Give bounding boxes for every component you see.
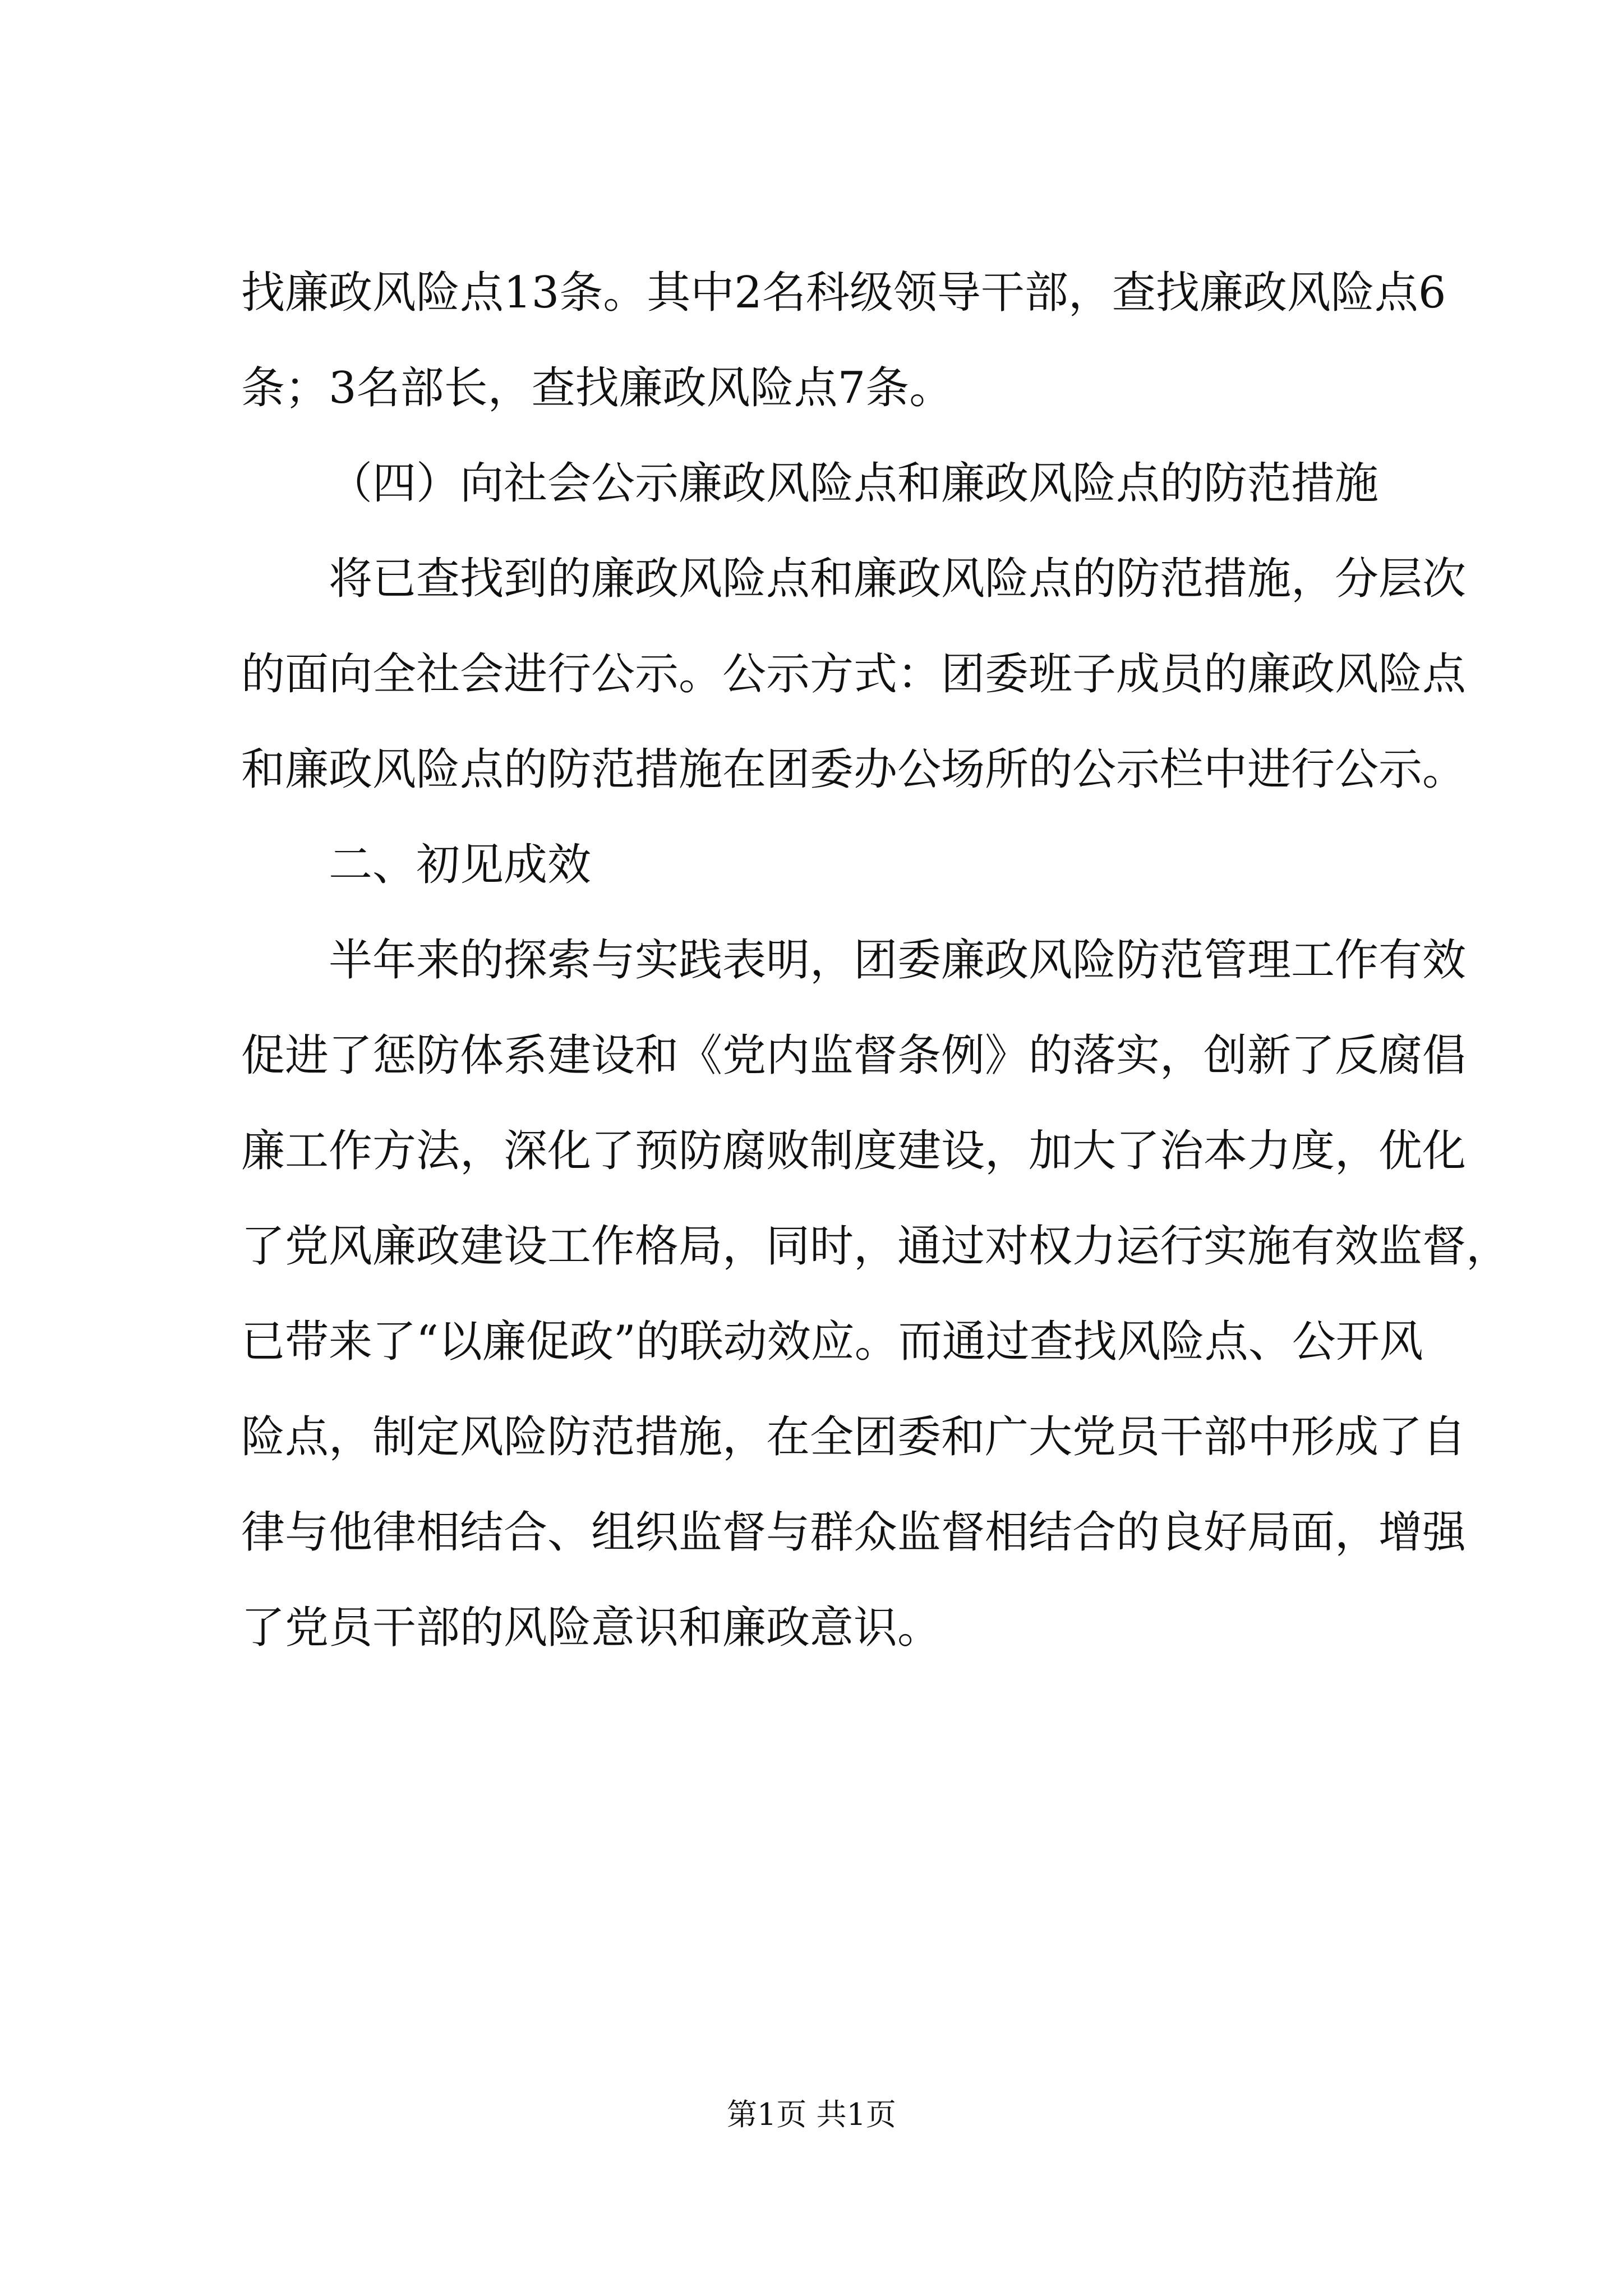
paragraph-line: 将已查找到的廉政风险点和廉政风险点的防范措施，分层次 [329,554,1467,604]
paragraph-line: 促进了惩防体系建设和《党内监督条例》的落实，创新了反腐倡 [241,1030,1467,1081]
page-footer: 第1页 共1页 [727,2097,896,2132]
paragraph-line: 险点，制定风险防范措施，在全团委和广大党员干部中形成了自 [241,1412,1467,1462]
paragraph-line: 已带来了“以廉促政”的联动效应。而通过查找风险点、公开风 [241,1317,1423,1367]
section-heading: （四）向社会公示廉政风险点和廉政风险点的防范措施 [329,458,1379,509]
paragraph-line: 了党员干部的风险意识和廉政意识。 [241,1603,942,1653]
section-heading: 二、初见成效 [329,840,592,890]
paragraph-line: 的面向全社会进行公示。公示方式：团委班子成员的廉政风险点 [241,649,1467,700]
paragraph-line: 律与他律相结合、组织监督与群众监督相结合的良好局面，增强 [241,1507,1467,1558]
document-body [241,264,1510,1694]
paragraph-line: 条；3名部长，查找廉政风险点7条。 [241,363,953,413]
paragraph-line: 了党风廉政建设工作格局，同时，通过对权力运行实施有效监督， [241,1221,1510,1272]
paragraph-line: 半年来的探索与实践表明，团委廉政风险防范管理工作有效 [329,935,1467,986]
paragraph-line: 找廉政风险点13条。其中2名科级领导干部，查找廉政风险点6 [241,268,1446,318]
paragraph-line: 和廉政风险点的防范措施在团委办公场所的公示栏中进行公示。 [241,744,1467,795]
paragraph-line: 廉工作方法，深化了预防腐败制度建设，加大了治本力度，优化 [241,1126,1467,1176]
